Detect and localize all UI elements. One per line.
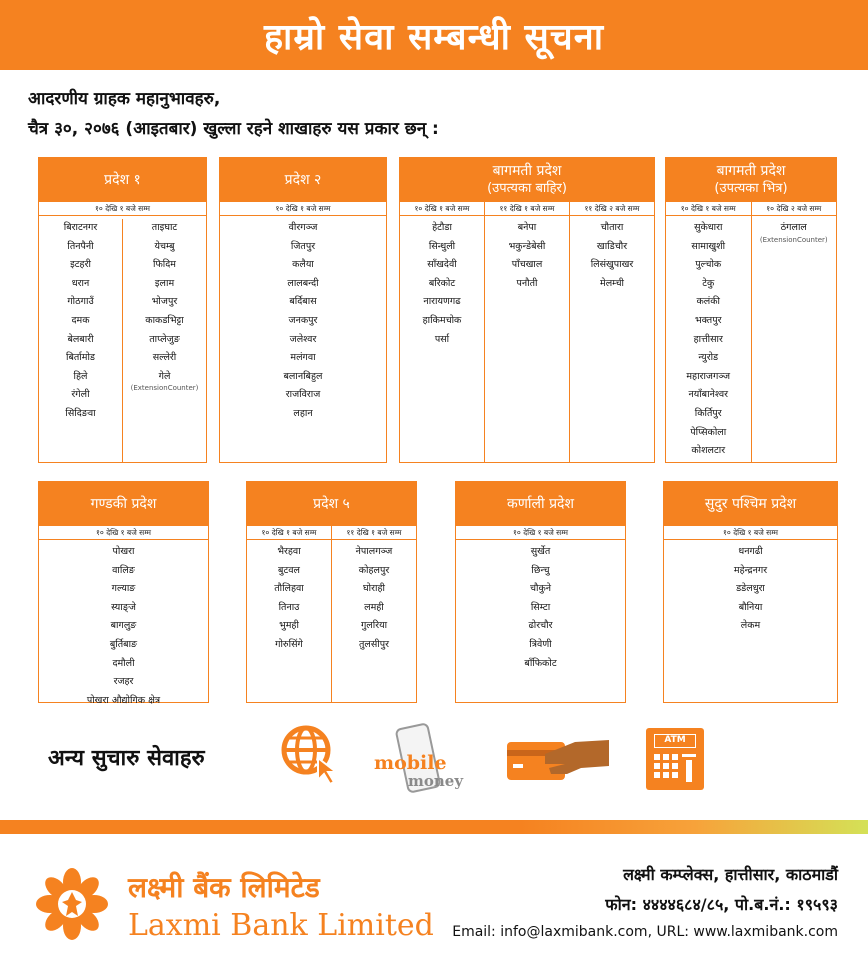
branch-name: गोरुसिंगे [275, 638, 303, 650]
opening-hours: ११ देखि १ बजे सम्म [332, 526, 416, 540]
branch-name: कलंकी [696, 296, 720, 308]
province-name: गण्डकी प्रदेश [90, 495, 157, 512]
branch-columns [39, 526, 208, 706]
branch-name: राजविराज [285, 389, 321, 401]
opening-hours: १० देखि १ बजे सम्म [39, 202, 206, 216]
branch-name: स्याङ्जे [111, 601, 136, 613]
branch-columns [39, 202, 206, 462]
opening-hours: १० देखि २ बजे सम्म [752, 202, 837, 216]
province-name: प्रदेश ५ [313, 495, 350, 512]
opening-hours: १० देखि १ बजे सम्म [666, 202, 751, 216]
branch-name: ढोरचौर [528, 620, 553, 632]
province-table [38, 481, 209, 706]
province-name: सुदुर पश्चिम प्रदेश [704, 495, 797, 512]
province-title [39, 158, 206, 202]
branch-name: इलाम [154, 277, 175, 289]
branch-name: छिन्चु [531, 564, 550, 576]
branch-column [400, 202, 485, 462]
branch-name: पनौती [516, 277, 538, 289]
province-title [39, 482, 208, 526]
branch-name: इटहरी [70, 259, 91, 271]
branch-list [247, 540, 331, 702]
bank-phone: फोन: ४४४४६८४/८५, पो.ब.नं.: १९५९३ [605, 895, 838, 914]
branch-name: रजहर [113, 676, 134, 688]
branch-list [400, 216, 484, 462]
branch-name: पर्सा [434, 333, 450, 345]
opening-hours: १० देखि १ बजे सम्म [247, 526, 331, 540]
branch-name: महाराजगञ्ज [686, 370, 731, 382]
province-table [246, 481, 417, 703]
branch-name: पोखरा [112, 546, 135, 557]
branch-name: सुर्खेत [530, 546, 551, 557]
province-title [400, 158, 654, 202]
branch-sublist [456, 543, 625, 702]
branch-columns [400, 202, 654, 462]
branch-name: गेले [158, 370, 171, 382]
branch-name: लिसंखुपाखर [590, 259, 634, 271]
branch-name: तुलसीपुर [358, 638, 390, 650]
branch-column [752, 202, 837, 462]
branch-name: काकडभिट्टा [145, 314, 184, 326]
branch-name: ठंगलाल [780, 222, 807, 233]
branch-name: लमही [364, 601, 384, 613]
branch-name: बर्दिबास [289, 296, 317, 308]
branch-list [752, 216, 837, 462]
footer-stripe [0, 820, 868, 834]
opening-hours: १० देखि १ बजे सम्म [220, 202, 386, 216]
branch-name: चौतारा [600, 222, 624, 233]
province-table [399, 157, 655, 463]
branch-name: गुलरिया [360, 620, 388, 632]
branch-name: दमक [71, 314, 90, 326]
branch-sublist [332, 543, 416, 702]
branch-name: टेकु [702, 277, 715, 289]
province-table [663, 481, 838, 703]
branch-name: मलंगवा [290, 352, 316, 364]
branch-list [220, 216, 386, 462]
branch-name: कलैया [292, 259, 314, 271]
province-table [665, 157, 837, 463]
branch-columns [666, 202, 836, 462]
branch-name: बुटवल [278, 564, 300, 576]
opening-hours: १० देखि १ बजे सम्म [39, 526, 208, 540]
branch-sublist [122, 219, 206, 462]
branch-name: न्युरोड [698, 352, 719, 364]
province-name: कर्णाली प्रदेश [507, 495, 574, 512]
province-subtitle: (उपत्यका भित्र) [714, 181, 788, 196]
branch-name: पोखरा औद्योगिक क्षेत्र [86, 694, 161, 706]
branch-name: बौनिया [738, 601, 763, 613]
branch-name: किर्तिपुर [694, 407, 722, 419]
bank-address-block [605, 860, 838, 920]
bank-contact: Email: info@laxmibank.com, URL: www.laxmibank.com [452, 924, 838, 940]
branch-name: हाकिमचोक [422, 314, 462, 326]
province-name: प्रदेश २ [284, 171, 322, 188]
branch-columns [456, 526, 625, 702]
atm-icon [646, 728, 704, 790]
branch-name: भकुन्डेबेसी [508, 240, 546, 252]
branch-name: रंगेली [71, 389, 90, 401]
branch-name: दमौली [112, 657, 135, 669]
opening-hours: १० देखि १ बजे सम्म [664, 526, 837, 540]
branch-list [39, 216, 206, 462]
branch-name: बुर्तिबाङ [109, 638, 138, 650]
branch-name: नेपालगञ्ज [355, 546, 393, 557]
branch-name: बनेपा [517, 222, 537, 233]
province-title [247, 482, 416, 526]
mobile-money-word2: money [408, 772, 464, 790]
branch-name: महेन्द्रनगर [733, 564, 768, 576]
mobile-money-icon [372, 724, 472, 794]
branch-list [39, 540, 208, 710]
branch-name: गल्याङ [111, 583, 136, 595]
branch-columns [220, 202, 386, 462]
province-title [666, 158, 836, 202]
branch-column [485, 202, 570, 462]
branch-columns [247, 526, 416, 702]
province-subtitle: (उपत्यका बाहिर) [487, 181, 567, 196]
branch-name: डडेलधुरा [736, 583, 765, 595]
bank-name-nepali: लक्ष्मी बैंक लिमिटेड [128, 871, 320, 904]
branch-name: धरान [71, 277, 90, 289]
branch-name: पेप्सिकोला [690, 426, 727, 438]
branch-name: भुमही [279, 620, 299, 632]
province-title [456, 482, 625, 526]
branch-name: लहान [293, 407, 313, 419]
other-services [0, 712, 868, 812]
atm-label: ATM [654, 734, 696, 748]
branch-list [485, 216, 569, 462]
branch-name: घोराही [363, 583, 385, 595]
province-title [220, 158, 386, 202]
branch-name: त्रिवेणी [529, 638, 552, 650]
branch-name: बिराटनगर [63, 222, 98, 233]
services-label: अन्य सुचारु सेवाहरु [48, 746, 205, 771]
intro-notice: चैत्र ३०, २०७६ (आइतबार) खुल्ला रहने शाखाहरु यस प्रकार छन् : [28, 119, 439, 139]
branch-column [666, 202, 752, 462]
branch-column [220, 202, 386, 462]
card-payment-icon [505, 734, 613, 794]
branch-sublist [752, 219, 837, 462]
province-table [455, 481, 626, 703]
laxmi-bank-logo [36, 868, 108, 940]
branch-sublist [664, 543, 837, 702]
branch-list [456, 540, 625, 702]
branch-sublist [220, 219, 386, 462]
branch-name: बिर्तामोड [66, 352, 95, 364]
province-name: बागमती प्रदेश [492, 163, 562, 179]
province-table [38, 157, 207, 463]
header-banner [0, 0, 868, 70]
branch-name: नयाँबानेश्वर [688, 389, 729, 401]
branch-name: जनकपुर [288, 314, 318, 326]
branch-list [664, 540, 837, 702]
branch-list [666, 216, 751, 462]
branch-name: वीरगञ्ज [288, 222, 318, 233]
branch-column [247, 526, 332, 702]
extension-counter-note: (ExtensionCounter) [759, 235, 828, 244]
branch-name: फिदिम [153, 259, 176, 271]
branch-name: जलेश्वर [289, 333, 317, 345]
intro [28, 84, 848, 144]
branch-name: ताइघाट [151, 222, 178, 233]
branch-name: खाडिचौर [596, 240, 628, 252]
branch-name: सिन्धुली [428, 240, 456, 252]
internet-banking-icon [278, 722, 342, 786]
branch-name: येचम्बु [154, 240, 175, 252]
branch-name: चौकुने [529, 583, 552, 595]
branch-name: बागलुङ [110, 620, 137, 632]
branch-sublist [39, 219, 122, 462]
branch-name: पुल्चोक [695, 259, 722, 271]
extension-counter-note: (ExtensionCounter) [130, 384, 199, 393]
branch-name: साँखदेवी [427, 259, 457, 271]
branch-name: वालिङ [112, 564, 135, 576]
branch-name: धनगढी [738, 546, 763, 557]
branch-name: गोठगाउँ [67, 296, 94, 308]
opening-hours: १० देखि १ बजे सम्म [400, 202, 484, 216]
branch-name: बेलबारी [67, 333, 94, 345]
branch-column [39, 202, 206, 462]
bank-address: लक्ष्मी कम्प्लेक्स, हात्तीसार, काठमाडौं [623, 865, 838, 884]
branch-name: भैरहवा [277, 546, 301, 557]
branch-name: हात्तीसार [693, 333, 723, 345]
branch-name: लेकम [740, 620, 761, 632]
mobile-money-word1: mobile [374, 752, 447, 774]
branch-name: बाँफिकोट [524, 657, 557, 669]
branch-column [664, 526, 837, 702]
branch-columns [664, 526, 837, 702]
intro-greeting: आदरणीय ग्राहक महानुभावहरु, [28, 89, 221, 109]
opening-hours: १० देखि १ बजे सम्म [456, 526, 625, 540]
page-title: हाम्रो सेवा सम्बन्धी सूचना [263, 16, 605, 58]
branch-name: सल्लेरी [152, 352, 177, 364]
branch-sublist [39, 543, 208, 710]
branch-name: तिनाउ [278, 601, 300, 613]
province-name: बागमती प्रदेश [716, 163, 786, 179]
opening-hours: ११ देखि २ बजे सम्म [570, 202, 654, 216]
branch-column [332, 526, 416, 702]
branch-name: कोहलपुर [358, 564, 390, 576]
branch-name: मेलम्ची [600, 277, 624, 289]
branch-name: भोजपुर [151, 296, 178, 308]
branch-name: पाँचखाल [511, 259, 543, 271]
branch-name: ताप्लेजुङ [149, 333, 180, 345]
branch-name: तिनपैनी [67, 240, 94, 252]
branch-name: सिम्टा [530, 601, 551, 613]
branch-name: नारायणगढ [423, 296, 461, 308]
opening-hours: ११ देखि १ बजे सम्म [485, 202, 569, 216]
branch-name: लालबन्दी [287, 277, 319, 289]
branch-sublist [247, 543, 331, 702]
branch-sublist [570, 219, 654, 462]
branch-column [570, 202, 654, 462]
province-title [664, 482, 837, 526]
branch-name: हिले [73, 370, 88, 382]
branch-name: हेटौडा [432, 222, 452, 233]
branch-list [570, 216, 654, 462]
branch-name: जितपुर [290, 240, 316, 252]
branch-name: सामाखुशी [691, 240, 726, 252]
branch-name: भक्तपुर [695, 314, 722, 326]
branch-sublist [666, 219, 751, 462]
branch-sublist [485, 219, 569, 462]
branch-name: कोशलटार [691, 445, 726, 457]
branch-sublist [400, 219, 484, 462]
bank-name-english: Laxmi Bank Limited [128, 908, 434, 943]
branch-name: बरिकोट [428, 277, 456, 289]
branch-column [456, 526, 625, 702]
branch-name: सुकेधारा [694, 222, 723, 233]
branch-list [332, 540, 416, 702]
branch-name: सिदिङवा [65, 407, 96, 419]
province-name: प्रदेश १ [104, 171, 141, 188]
branch-name: तौलिहवा [274, 583, 304, 595]
branch-column [39, 526, 208, 706]
branch-name: बलानबिहुल [283, 370, 323, 382]
province-table [219, 157, 387, 463]
